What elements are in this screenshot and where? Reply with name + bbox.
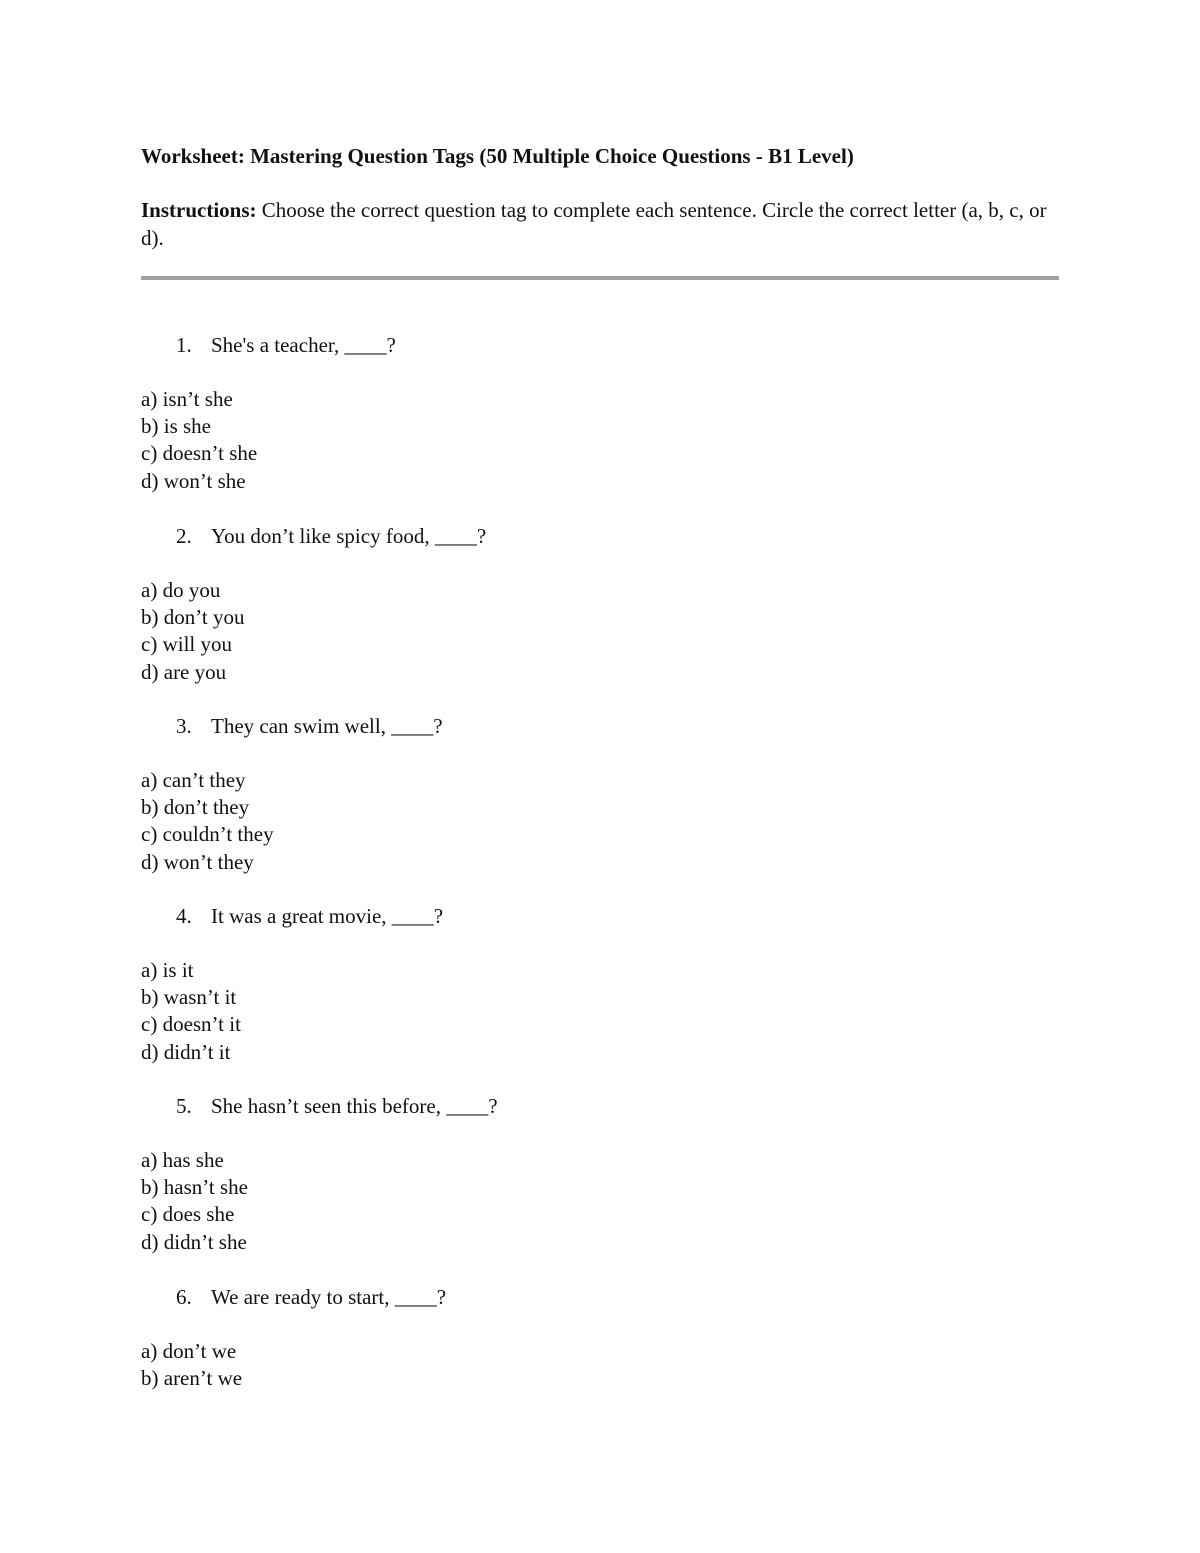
question-text: It was a great movie, ____? — [211, 904, 444, 928]
answer-options — [141, 1338, 1041, 1392]
answer-option[interactable]: b) wasn’t it — [141, 985, 237, 1010]
instructions-label: Instructions: — [141, 198, 257, 222]
answer-option[interactable]: a) can’t they — [141, 768, 246, 792]
question-line — [141, 713, 1041, 740]
answer-option[interactable]: b) don’t they — [141, 795, 250, 820]
question-block — [141, 332, 1041, 495]
question-number: 4. — [176, 904, 192, 928]
question-line — [141, 1284, 1041, 1311]
question-block — [141, 1093, 1041, 1256]
answer-option[interactable]: b) is she — [141, 414, 211, 439]
answer-option[interactable]: d) won’t she — [141, 468, 246, 493]
question-line — [141, 523, 1041, 550]
question-number: 2. — [176, 524, 192, 548]
worksheet-title: Worksheet: Mastering Question Tags (50 Multiple Choice Questions - B1 Level) — [141, 144, 854, 168]
horizontal-divider — [141, 276, 1059, 280]
question-block — [141, 1284, 1041, 1392]
question-block — [141, 523, 1041, 686]
answer-option[interactable]: c) will you — [141, 632, 232, 657]
question-block — [141, 903, 1041, 1066]
answer-option[interactable]: c) does she — [141, 1202, 235, 1227]
answer-option[interactable]: d) are you — [141, 659, 227, 684]
answer-option[interactable]: d) won’t they — [141, 849, 254, 874]
question-number: 1. — [176, 333, 192, 357]
answer-options — [141, 577, 1041, 686]
answer-option[interactable]: d) didn’t she — [141, 1229, 247, 1254]
answer-option[interactable]: b) hasn’t she — [141, 1175, 248, 1200]
instructions — [141, 196, 1061, 252]
question-number: 6. — [176, 1285, 192, 1309]
question-text: They can swim well, ____? — [211, 714, 443, 738]
answer-option[interactable]: a) don’t we — [141, 1339, 237, 1363]
question-number: 3. — [176, 714, 192, 738]
question-line — [141, 1093, 1041, 1120]
answer-option[interactable]: c) couldn’t they — [141, 822, 274, 847]
question-line — [141, 332, 1041, 359]
answer-option[interactable]: a) do you — [141, 578, 221, 602]
answer-options — [141, 767, 1041, 876]
question-text: She hasn’t seen this before, ____? — [211, 1094, 498, 1118]
question-text: We are ready to start, ____? — [211, 1285, 447, 1309]
answer-option[interactable]: a) isn’t she — [141, 387, 233, 411]
answer-option[interactable]: a) is it — [141, 958, 194, 982]
question-line — [141, 903, 1041, 930]
answer-option[interactable]: d) didn’t it — [141, 1039, 231, 1064]
question-block — [141, 713, 1041, 876]
answer-option[interactable]: b) aren’t we — [141, 1366, 243, 1391]
answer-options — [141, 957, 1041, 1066]
question-text: She's a teacher, ____? — [211, 333, 396, 357]
answer-options — [141, 386, 1041, 495]
instructions-text: Choose the correct question tag to complete each sentence. Circle the correct letter (a, b, c, or d). — [141, 198, 1047, 250]
question-number: 5. — [176, 1094, 192, 1118]
answer-option[interactable]: c) doesn’t it — [141, 1012, 241, 1037]
answer-option[interactable]: a) has she — [141, 1148, 224, 1172]
answer-option[interactable]: b) don’t you — [141, 605, 245, 630]
answer-option[interactable]: c) doesn’t she — [141, 441, 258, 466]
answer-options — [141, 1147, 1041, 1256]
question-text: You don’t like spicy food, ____? — [211, 524, 487, 548]
